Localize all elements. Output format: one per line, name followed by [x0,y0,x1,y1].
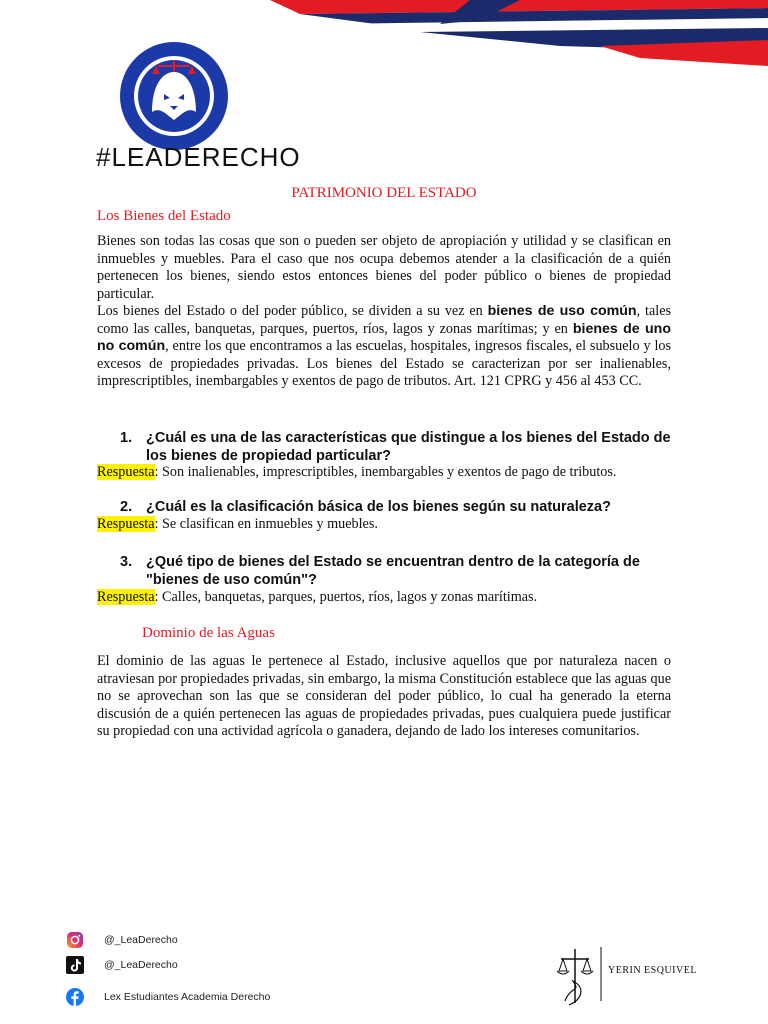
answer-2 [97,516,378,533]
answer-label: Respuesta [97,589,155,605]
question-text: ¿Cuál es una de las características que distingue a los bienes del Estado de los bienes de propiedad particular? [146,430,671,464]
aguas-paragraph [97,653,671,741]
question-3 [120,553,680,589]
instagram-handle[interactable]: @_LeaDerecho [104,934,178,946]
document-title: PATRIMONIO DEL ESTADO [291,185,477,201]
answer-label: Respuesta [97,464,155,480]
paragraph [97,303,671,391]
answer-1 [97,464,616,481]
bold-term: bienes de uno no común [97,320,671,354]
intro-paragraphs [97,233,671,391]
text-run: , entre los que encontramos a las escuelas, hospitales, ingresos fiscales, el subsuelo y los excesos de propiedades privadas. Los bienes del Estado se caracterizan por ser inalienables, imprescriptibles, inembargables y exentos de pago de tributos. Art. 121 CPRG y 456 al 453 CC. [97,338,672,389]
facebook-page[interactable]: Lex Estudiantes Academia Derecho [104,991,271,1003]
signature-logo [555,945,715,1007]
question-text: ¿Cuál es la clasificación básica de los bienes según su naturaleza? [146,499,611,515]
answer-text: : Son inalienables, imprescriptibles, inembargables y exentos de pago de tributos. [154,464,617,480]
question-2 [120,498,680,516]
bold-term: bienes de uso común [487,303,637,319]
question-number: 3. [120,554,133,570]
answer-text: : Calles, banquetas, parques, puertos, ríos, lagos y zonas marítimas. [154,589,538,605]
section-heading-bienes: Los Bienes del Estado [97,208,231,224]
hashtag-title: #LEADERECHO [96,142,301,172]
question-number: 1. [120,430,133,446]
lex-logo [118,40,230,152]
paragraph: Bienes son todas las cosas que son o pueden ser objeto de apropiación y utilidad y se clasifican en inmuebles y muebles. Para el caso que nos ocupa debemos atender a la clasificación de a quién pertenecen los bienes, siendo estos entonces bienes del poder público o bienes de propiedad particular. [97,233,671,302]
section-heading-aguas: Dominio de las Aguas [142,625,275,641]
text-run: , tales como las calles, banquetas, parques, puertos, ríos, lagos y zonas marítimas; y en [97,303,672,337]
text-run: Los bienes del Estado o del poder público, se dividen a su vez en [97,303,488,319]
tiktok-handle[interactable]: @_LeaDerecho [104,959,178,971]
answer-label: Respuesta [97,516,155,532]
tiktok-icon [66,956,84,974]
signature-name: YERIN ESQUIVEL [608,965,697,976]
header-banner [0,0,768,70]
facebook-icon [66,988,84,1006]
answer-3 [97,589,537,606]
paragraph: El dominio de las aguas le pertenece al Estado, inclusive aquellos que por naturaleza nacen o atraviesan por propiedades privadas, sin embargo, la misma Constitución establece que las aguas que no se aprovechan son las que se consideran del poder público, lo cual ha generado la eterna discusión de a quién pertenecen las aguas de propiedades privadas, pues cualquiera puede justificar su propiedad con una actividad agrícola o ganadera, dejando de lado los intereses comunitarios. [97,653,671,739]
question-number: 2. [120,499,133,515]
answer-text: : Se clasifican en inmuebles y muebles. [154,516,378,532]
question-text: ¿Qué tipo de bienes del Estado se encuentran dentro de la categoría de "bienes de uso común"? [146,554,640,588]
instagram-icon [66,931,84,949]
question-1 [120,429,680,465]
